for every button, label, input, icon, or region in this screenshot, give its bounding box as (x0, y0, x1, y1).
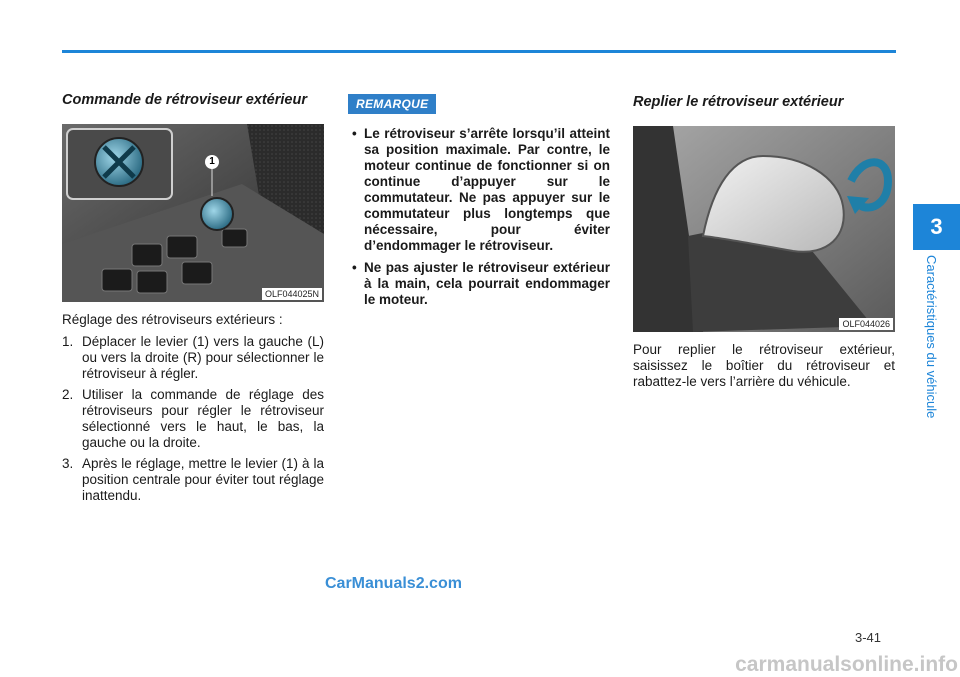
photo-caption: OLF044025N (262, 288, 322, 300)
remark-badge: REMARQUE (348, 94, 436, 114)
step-item: 1. Déplacer le levier (1) vers la gauche (L) ou vers la droite (R) pour sélectionner le rétroviseur à régler. (62, 334, 324, 381)
mirror-switch-photo (62, 124, 324, 302)
remark-list (348, 126, 610, 308)
adjustment-steps (62, 334, 324, 504)
section-heading-mirror-control: Commande de rétroviseur extérieur (62, 92, 307, 108)
photo-caption: OLF044026 (839, 318, 893, 330)
step-item: 2. Utiliser la commande de réglage des rétroviseurs pour régler le rétroviseur sélectionné vers le haut, le bas, la gauche ou la droite. (62, 387, 324, 450)
watermark-carmanualsonline: carmanualsonline.info (735, 653, 958, 676)
callout-number-icon: 1 (205, 155, 219, 169)
remark-item: • Le rétroviseur s’arrête lorsqu’il atteint sa position maximale. Par contre, le moteur continue de fonctionner si on continue d’appuyer sur le commutateur. Ne pas appuyer sur le commutateur plus longtemps que nécessaire, pour éviter d’endommager le rétroviseur. (352, 126, 610, 253)
step-item: 3. Après le réglage, mettre le levier (1) à la position centrale pour éviter tout réglage inattendu. (62, 456, 324, 503)
intro-text: Réglage des rétroviseurs extérieurs : (62, 312, 283, 327)
column-mirror-control (62, 92, 324, 509)
folding-mirror-photo (633, 126, 895, 332)
column-remark (348, 92, 610, 314)
watermark-carmanuals2: CarManuals2.com (325, 575, 462, 592)
header-rule (62, 50, 896, 53)
remark-item: • Ne pas ajuster le rétroviseur extérieur à la main, cela pourrait endommager le moteur. (352, 260, 610, 307)
chapter-tab: 3 (913, 204, 960, 250)
column-fold-mirror (633, 92, 895, 390)
chapter-title: Caractéristiques du véhicule (924, 255, 939, 419)
page-number: 3-41 (855, 630, 882, 645)
fold-instructions: Pour replier le rétroviseur extérieur, saisissez le boîtier du rétroviseur et rabattez-le vers l’arrière du véhicule. (633, 342, 895, 389)
section-heading-fold-mirror: Replier le rétroviseur extérieur (633, 94, 844, 110)
